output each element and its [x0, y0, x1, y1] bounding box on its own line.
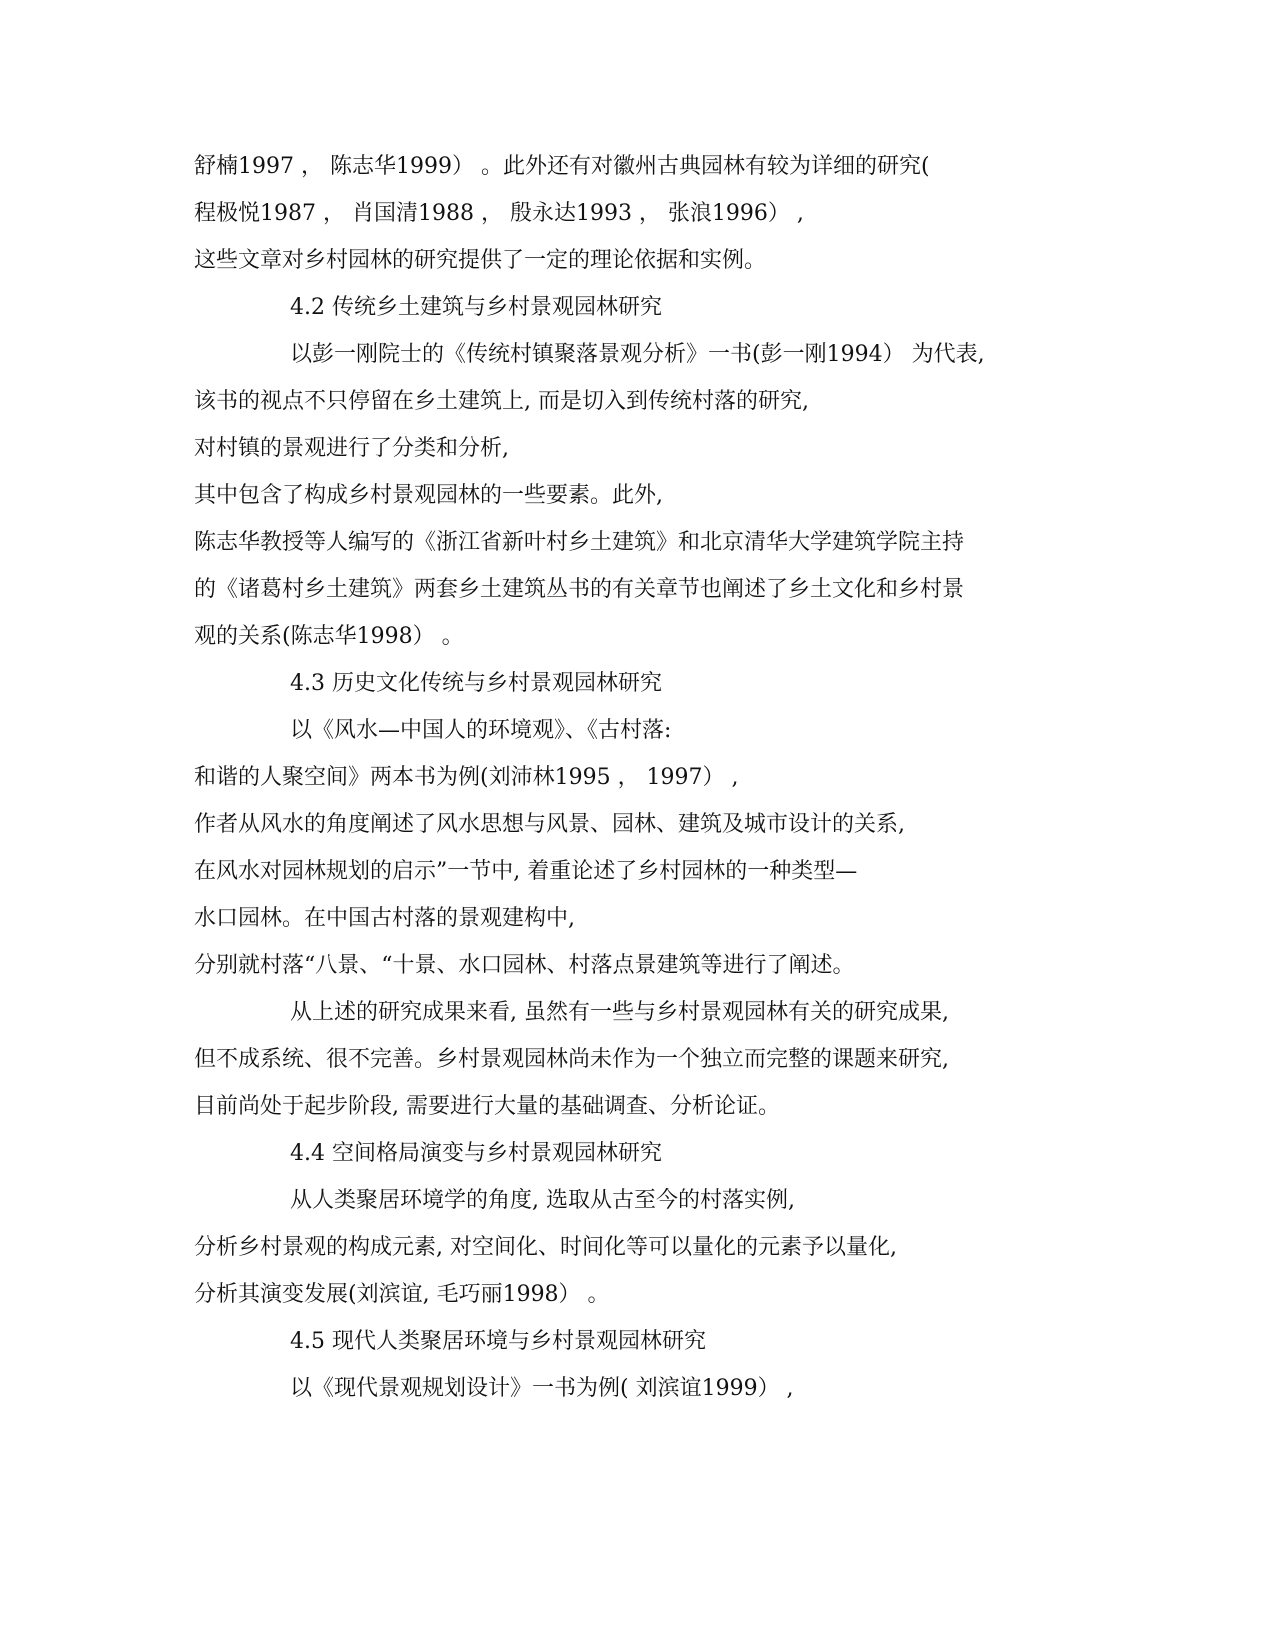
text-line: 观的关系(陈志华1998） 。 [194, 624, 464, 649]
text-line: 水口园林。在中国古村落的景观建构中, [194, 906, 575, 931]
text-line: 在风水对园林规划的启示”一节中, 着重论述了乡村园林的一种类型— [194, 859, 858, 884]
text-line: 这些文章对乡村园林的研究提供了一定的理论依据和实例。 [194, 248, 767, 273]
section-heading: 4.5 现代人类聚居环境与乡村景观园林研究 [290, 1329, 706, 1354]
text-line: 的《诸葛村乡土建筑》两套乡土建筑丛书的有关章节也阐述了乡土文化和乡村景 [194, 577, 965, 602]
text-line: 舒楠1997 ， 陈志华1999） 。此外还有对徽州古典园林有较为详细的研究( [194, 154, 930, 179]
text-line: 分别就村落“八景、“十景、水口园林、村落点景建筑等进行了阐述。 [194, 953, 855, 978]
text-line: 从人类聚居环境学的角度, 选取从古至今的村落实例, [290, 1188, 795, 1213]
text-line: 和谐的人聚空间》两本书为例(刘沛林1995 ， 1997） , [194, 765, 739, 790]
section-heading: 4.3 历史文化传统与乡村景观园林研究 [290, 671, 662, 696]
text-line: 以《现代景观规划设计》一书为例( 刘滨谊1999） , [290, 1376, 794, 1401]
section-heading: 4.2 传统乡土建筑与乡村景观园林研究 [290, 295, 662, 320]
text-line: 陈志华教授等人编写的《浙江省新叶村乡土建筑》和北京清华大学建筑学院主持 [194, 530, 965, 555]
text-line: 作者从风水的角度阐述了风水思想与风景、园林、建筑及城市设计的关系, [194, 812, 905, 837]
section-heading: 4.4 空间格局演变与乡村景观园林研究 [290, 1141, 662, 1166]
text-line: 分析其演变发展(刘滨谊, 毛巧丽1998） 。 [194, 1282, 610, 1307]
text-line: 但不成系统、很不完善。乡村景观园林尚未作为一个独立而完整的课题来研究, [194, 1047, 949, 1072]
text-line: 以《风水—中国人的环境观》、《古村落: [290, 718, 672, 743]
text-line: 该书的视点不只停留在乡土建筑上, 而是切入到传统村落的研究, [194, 389, 809, 414]
text-line: 从上述的研究成果来看, 虽然有一些与乡村景观园林有关的研究成果, [290, 1000, 949, 1025]
text-line: 以彭一刚院士的《传统村镇聚落景观分析》一书(彭一刚1994） 为代表, [290, 342, 985, 367]
text-line: 对村镇的景观进行了分类和分析, [194, 436, 509, 461]
text-line: 程极悦1987 ， 肖国清1988 ， 殷永达1993 ， 张浪1996） , [194, 201, 804, 226]
text-line: 分析乡村景观的构成元素, 对空间化、时间化等可以量化的元素予以量化, [194, 1235, 897, 1260]
text-line: 目前尚处于起步阶段, 需要进行大量的基础调查、分析论证。 [194, 1094, 780, 1119]
text-line: 其中包含了构成乡村景观园林的一些要素。此外, [194, 483, 663, 508]
